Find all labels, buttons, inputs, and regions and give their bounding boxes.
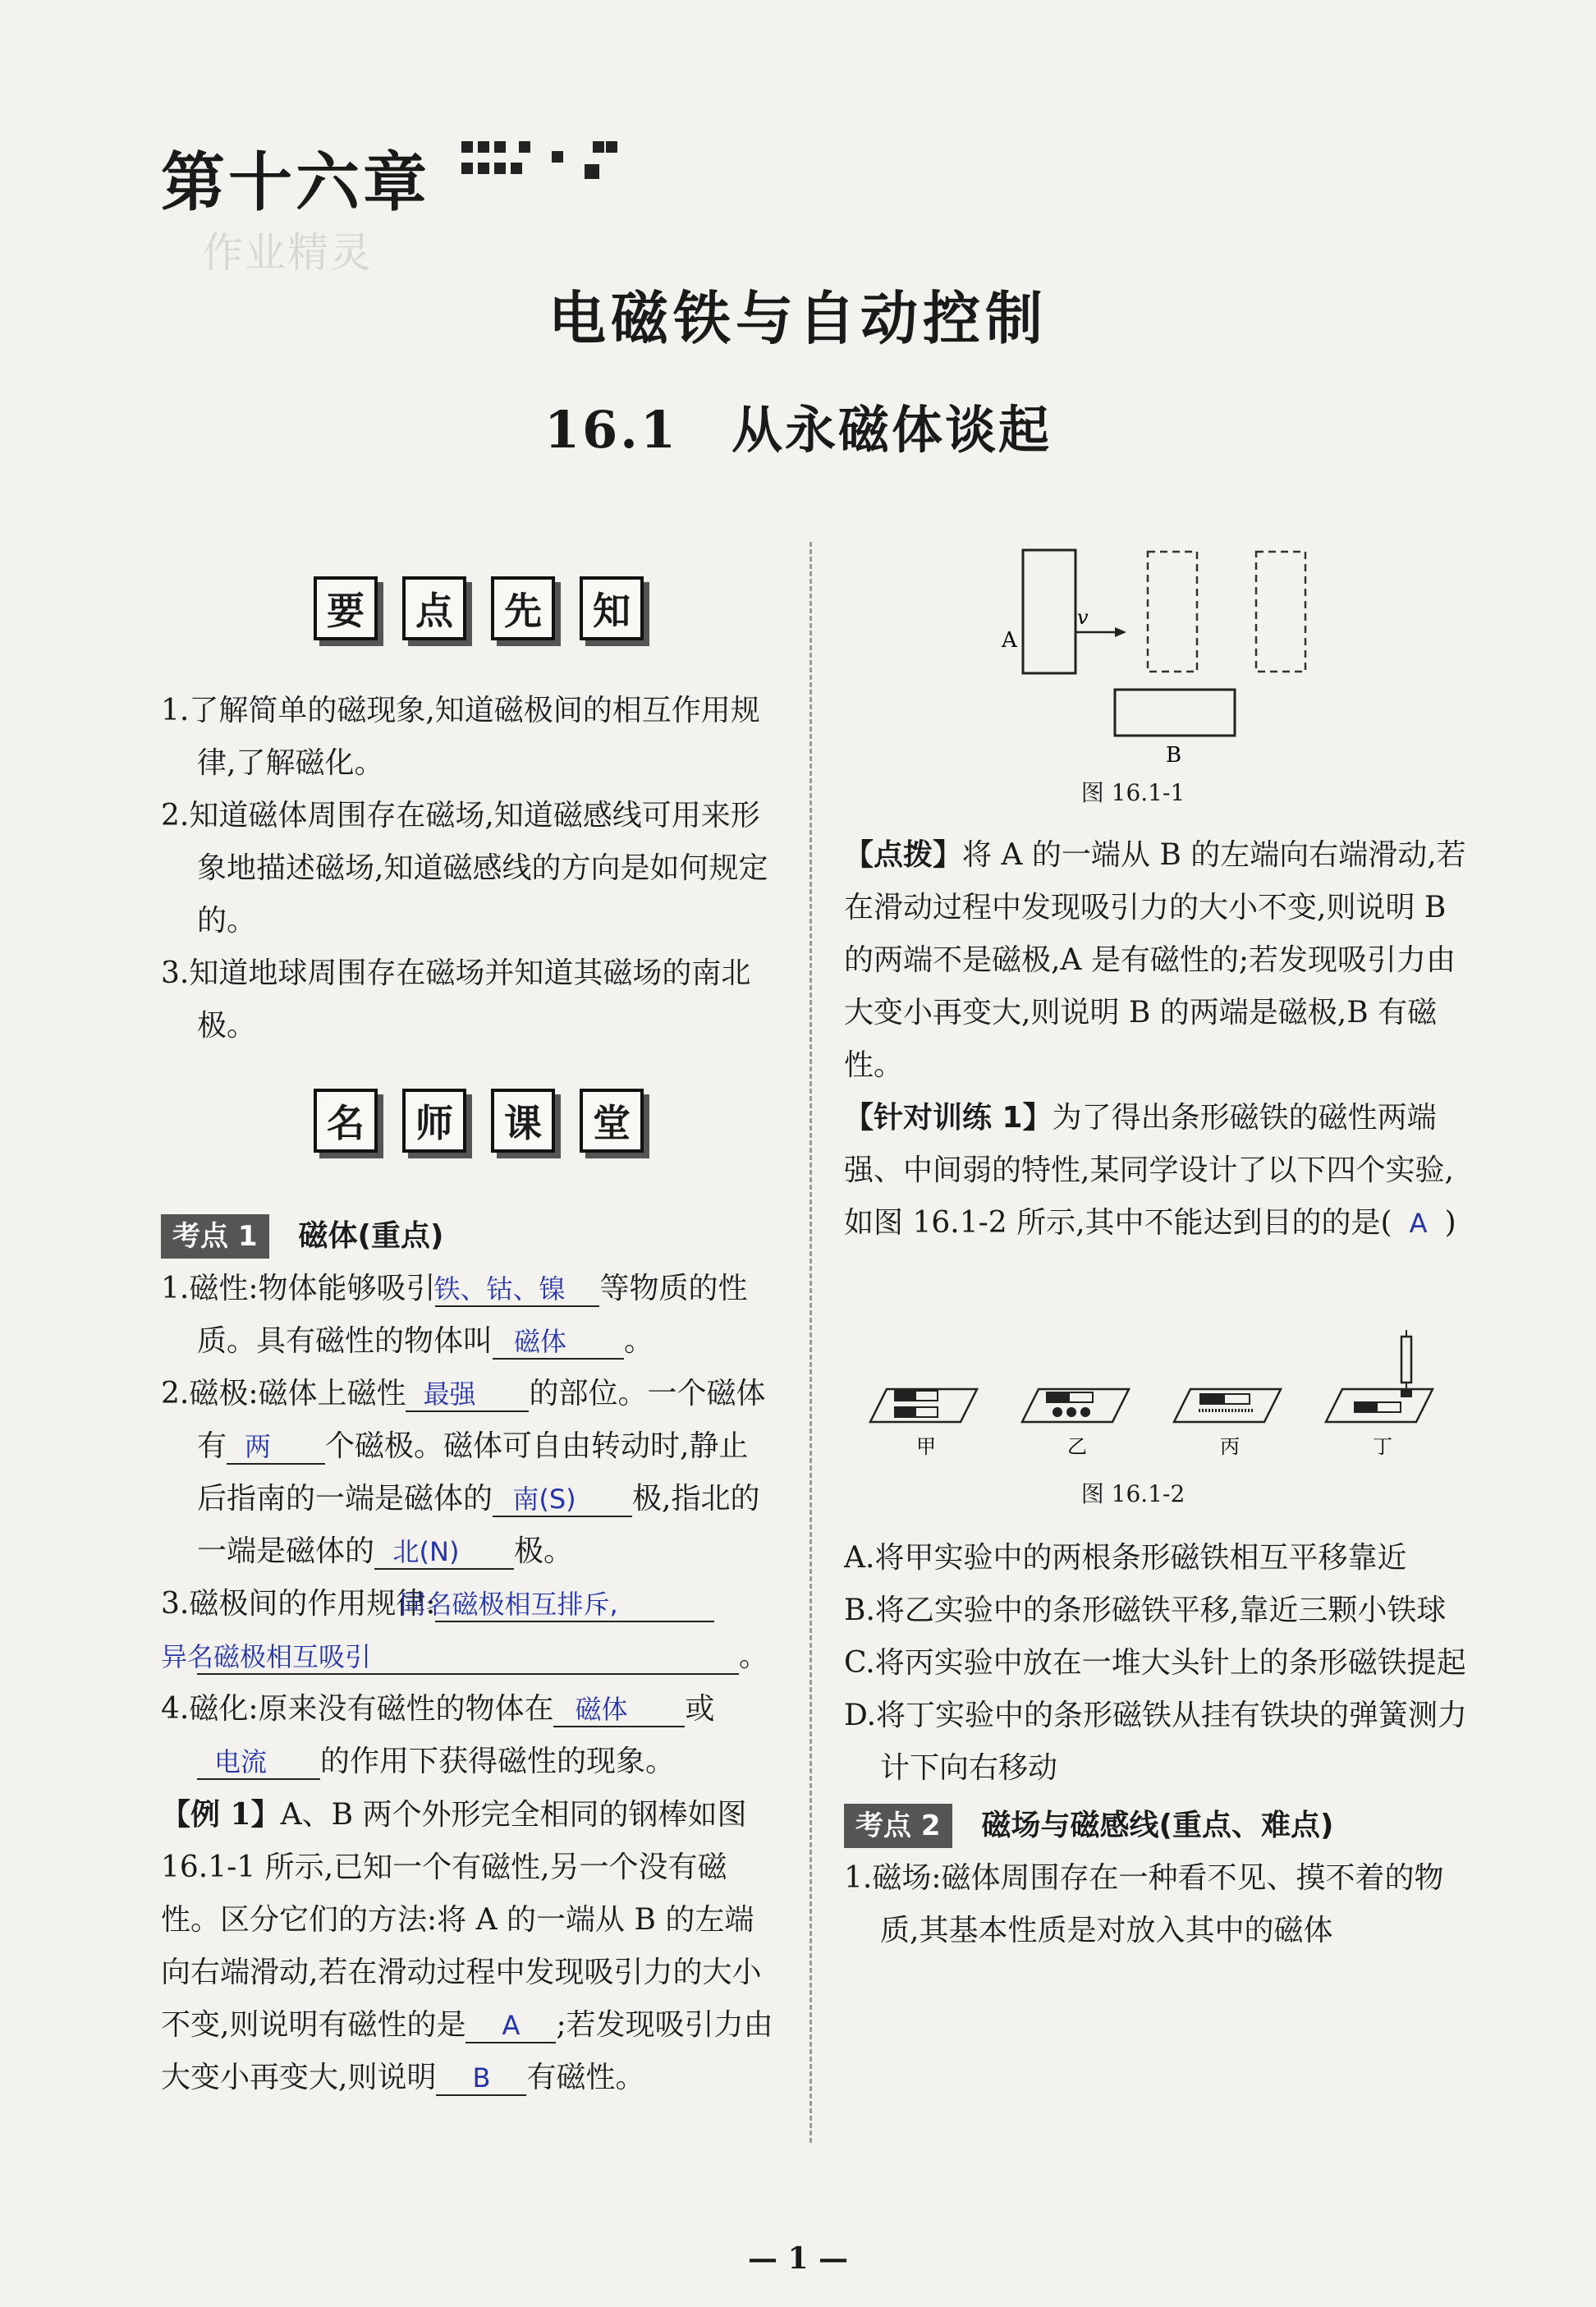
label-a: A — [1002, 628, 1017, 653]
kp2-tag: 考点 2 — [844, 1804, 952, 1848]
q-field: 1.磁场:磁体周围存在一种看不见、摸不着的物质,其基本性质是对放入其中的磁体 — [844, 1861, 1444, 1947]
decorative-squares — [461, 140, 658, 197]
q1-text: 1.磁性:物体能够吸引 — [161, 1272, 436, 1305]
example1 — [161, 1788, 777, 2104]
section-title: 16.1 从永磁体谈起 — [543, 400, 1052, 460]
option-b: B.将乙实验中的条形磁铁平移,靠近三颗小铁球 — [844, 1594, 1447, 1627]
objective-item: 2.知道磁体周围存在磁场,知道磁感线可用来形象地描述磁场,知道磁感线的方向是如何规定的。 — [161, 799, 768, 938]
banner-lecture — [314, 1089, 644, 1153]
watermark: 作业精灵 — [202, 229, 373, 277]
training1-text: ) — [1444, 1206, 1456, 1240]
tip — [844, 829, 1471, 1092]
objective-item: 1.了解简单的磁现象,知道磁极间的相互作用规律,了解磁化。 — [161, 694, 760, 780]
page-number: — 1 — — [747, 2241, 849, 2276]
figure-16-1-1-caption: 图 16.1-1 — [1080, 779, 1186, 806]
rod-a-ghost — [1256, 552, 1305, 672]
banner-key-points — [314, 576, 644, 640]
rod-a-ghost — [1148, 552, 1197, 672]
q4-text: 的作用下获得磁性的现象。 — [320, 1745, 676, 1778]
q3-answer1: 同名磁极相互排斥, — [435, 1588, 714, 1622]
kp1-tag: 考点 1 — [161, 1214, 269, 1259]
objectives-list — [161, 685, 777, 1053]
fig2-label: 丁 — [1373, 1435, 1392, 1458]
training1 — [844, 1092, 1471, 1250]
example1-answer1: A — [466, 2009, 556, 2043]
tip-text: 将 A 的一端从 B 的左端向右端滑动,若在滑动过程中发现吸引力的大小不变,则说明 B 的两端不是磁极,A 是有磁性的;若发现吸引力由大变小再变大,则说明 B 的两端是磁极,B 有磁性。 — [844, 838, 1466, 1082]
q2-answer3: 南(S) — [493, 1483, 632, 1517]
banner-char: 知 — [580, 576, 644, 640]
rod-a — [1023, 550, 1075, 673]
banner-char: 名 — [314, 1089, 378, 1153]
q2 — [161, 1368, 777, 1578]
banner-char: 点 — [402, 576, 466, 640]
q2-answer2: 两 — [227, 1430, 325, 1465]
chapter-title: 第十六章 — [161, 146, 431, 220]
q2-answer1: 最强 — [406, 1378, 529, 1412]
q2-text: 个磁极。磁体可自由转动时,静止后指南的一端是磁体的 — [197, 1429, 749, 1516]
kp2-header — [844, 1800, 1471, 1852]
q1-answer2: 磁体 — [493, 1325, 624, 1360]
tip-label: 【点拨】 — [844, 838, 963, 872]
banner-char: 课 — [491, 1089, 555, 1153]
rod-b — [1115, 690, 1235, 736]
q2-text: 2.磁极:磁体上磁性 — [161, 1377, 406, 1410]
objective-item: 3.知道地球周围存在磁场并知道其磁场的南北极。 — [161, 956, 751, 1043]
q1 — [161, 1263, 777, 1368]
fig2-label: 乙 — [1067, 1435, 1087, 1458]
q4-text: 4.磁化:原来没有磁性的物体在 — [161, 1692, 554, 1726]
option-d: D.将丁实验中的条形磁铁从挂有铁块的弹簧测力计下向右移动 — [844, 1699, 1468, 1785]
training1-text: 为了得出条形磁铁的磁性两端强、中间弱的特性,某同学设计了以下四个实验,如图 16.1-2 所示,其中不能达到目的的是( — [844, 1101, 1454, 1240]
right-content-bottom — [844, 1532, 1471, 1957]
example1-label: 【例 1】 — [161, 1797, 281, 1832]
column-divider — [809, 542, 812, 2143]
kp1-header — [161, 1210, 777, 1263]
q1-text: 。 — [624, 1324, 654, 1358]
option-c: C.将丙实验中放在一堆大头针上的条形磁铁提起 — [844, 1646, 1466, 1680]
label-b: B — [1166, 743, 1182, 768]
q3-answer2: 异名磁极相互吸引 — [197, 1640, 739, 1675]
fig2-label: 甲 — [916, 1435, 936, 1458]
unit-title: 电磁铁与自动控制 — [548, 285, 1048, 352]
right-content-top — [844, 829, 1471, 1250]
q4-answer2: 电流 — [197, 1745, 320, 1780]
example1-text: A、B 两个外形完全相同的钢棒如图 16.1-1 所示,已知一个有磁性,另一个没有磁性。区分它们的方法:将 A 的一端从 B 的左端向右端滑动,若在滑动过程中发现吸引力的大小不变,则说明有磁性的是 — [161, 1798, 762, 2042]
q2-text: 的部位。一个磁体有 — [197, 1377, 766, 1463]
training1-answer: A — [1409, 1208, 1428, 1239]
banner-char: 要 — [314, 576, 378, 640]
example1-text: 有磁性。 — [526, 2061, 645, 2094]
label-v: v — [1077, 606, 1089, 629]
q3-text: 3.磁极间的作用规律: — [161, 1587, 436, 1621]
q4 — [161, 1683, 777, 1788]
figure-16-1-2 — [846, 1330, 1470, 1461]
q4-answer1: 磁体 — [553, 1693, 685, 1727]
banner-char: 师 — [402, 1089, 466, 1153]
kp2-title: 磁场与磁感线(重点、难点) — [981, 1809, 1334, 1842]
kp1-title: 磁体(重点) — [298, 1219, 444, 1253]
training1-label: 【针对训练 1】 — [844, 1101, 1053, 1135]
example1-answer2: B — [436, 2062, 526, 2096]
example1-text: ;若发现吸引力由大变小再变大,则说明 — [161, 2008, 773, 2094]
q3-text: 。 — [739, 1640, 769, 1673]
banner-char: 先 — [491, 576, 555, 640]
q2-text: 极,指北的一端是磁体的 — [197, 1482, 760, 1568]
q4-text: 或 — [685, 1692, 715, 1726]
figure-16-1-2-caption: 图 16.1-2 — [1080, 1480, 1186, 1507]
banner-char: 堂 — [580, 1089, 644, 1153]
figure-16-1-1 — [969, 542, 1330, 768]
option-a: A.将甲实验中的两根条形磁铁相互平移靠近 — [844, 1541, 1407, 1575]
q1-text: 等物质的性质。具有磁性的物体叫 — [197, 1272, 748, 1358]
left-content — [161, 1210, 777, 2104]
q1-answer: 铁、钴、镍 — [435, 1273, 599, 1307]
q2-answer4: 北(N) — [374, 1535, 514, 1570]
q3 — [161, 1578, 777, 1683]
fig2-label: 丙 — [1220, 1435, 1240, 1458]
q2-text: 极。 — [514, 1534, 574, 1568]
